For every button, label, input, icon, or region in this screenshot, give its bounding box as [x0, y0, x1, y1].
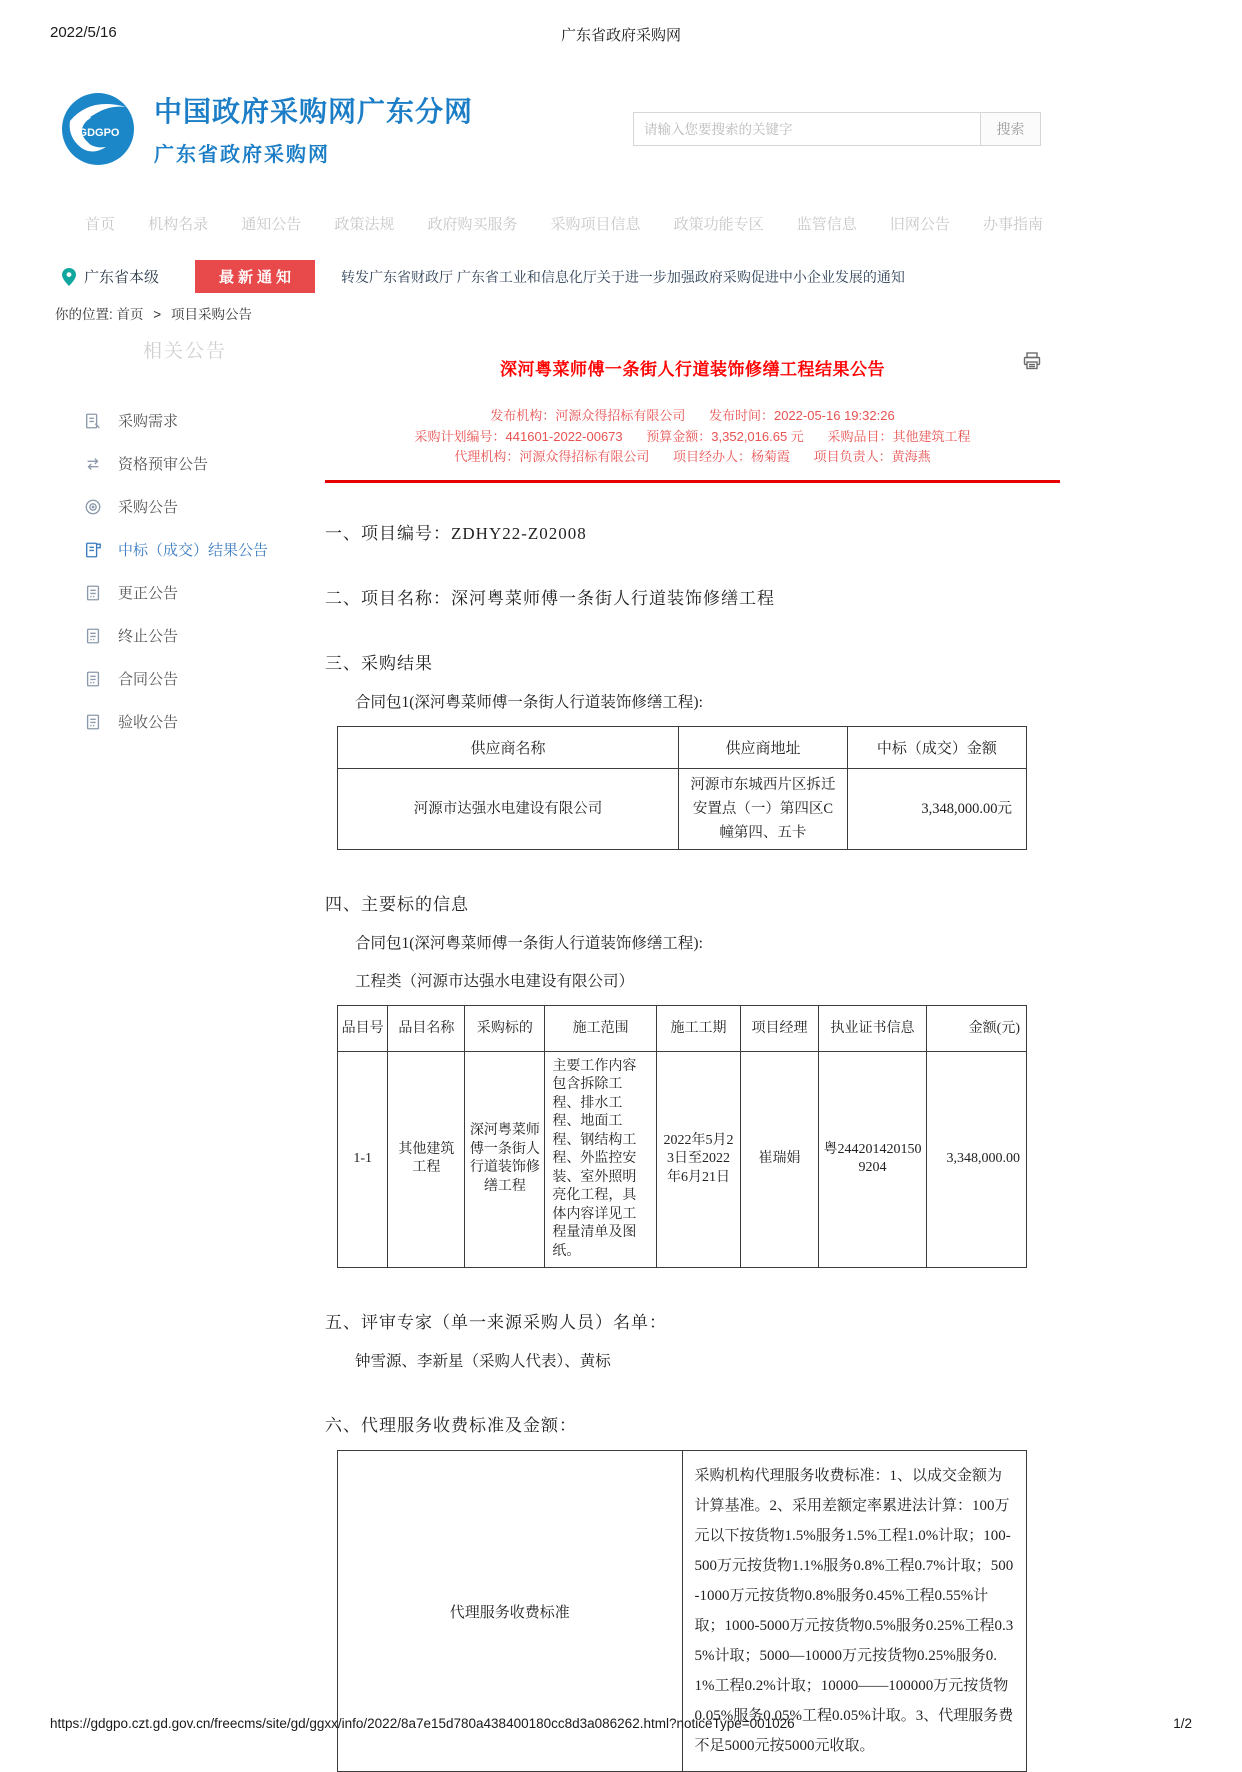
sidebar-item-procurement-requirements[interactable] [60, 399, 310, 442]
breadcrumb [55, 303, 252, 323]
sidebar-item-termination[interactable] [60, 614, 310, 657]
nav-item-home[interactable]: 首页 [85, 216, 116, 233]
search-input[interactable] [633, 112, 981, 146]
work-scope: 主要工作内容包含拆除工程、排水工程、地面工程、钢结构工程、外监控安装、室外照明亮化工程，具 体内容详见工程量清单及图纸。 [545, 1051, 657, 1268]
expert-names: 钟雪源、李新星（采购人代表）、黄标 [355, 1353, 611, 1370]
meta-label: 发布机构： [490, 408, 556, 423]
section-procurement-result: 三、采购结果 [325, 653, 433, 673]
supplier-address: 河源市东城西片区拆迁安置点（一）第四区C幢第四、五卡 [679, 768, 848, 849]
site-branding [60, 90, 473, 167]
sidebar-item-award-result[interactable] [60, 528, 310, 571]
sidebar-item-label: 合同公告 [118, 671, 179, 688]
amount: 3,348,000.00 [927, 1051, 1027, 1268]
work-period: 2022年5月23日至2022年6月21日 [656, 1051, 740, 1268]
article [325, 345, 1060, 1772]
article-meta [325, 406, 1060, 468]
col-supplier-name: 供应商名称 [338, 726, 679, 768]
col-item-no: 品目号 [338, 1005, 388, 1051]
meta-label: 代理机构： [454, 449, 520, 464]
item-name: 其他建筑工程 [388, 1051, 465, 1268]
meta-label: 项目负责人： [813, 449, 892, 464]
breadcrumb-label: 你的位置: [55, 307, 113, 322]
meta-label: 项目经办人： [672, 449, 751, 464]
nav-item-service-guide[interactable]: 办事指南 [982, 216, 1043, 233]
nav-item-policy-zone[interactable]: 政策功能专区 [673, 216, 764, 233]
document-icon [84, 670, 102, 688]
col-license-info: 执业证书信息 [818, 1005, 926, 1051]
works-category: 工程类（河源市达强水电建设有限公司） [355, 972, 635, 990]
sidebar-item-label: 验收公告 [118, 714, 179, 731]
sidebar-title: 相关公告 [142, 341, 227, 362]
nav-item-project-info[interactable]: 采购项目信息 [550, 216, 641, 233]
section-project-number: 一、项目编号：ZDHY22-Z02008 [325, 523, 587, 543]
col-item-name: 品目名称 [388, 1005, 465, 1051]
gdgpo-logo-icon [60, 91, 136, 167]
section-project-name: 二、项目名称：深河粤菜师傅一条街人行道装饰修缮工程 [325, 588, 775, 608]
sidebar-item-label: 更正公告 [118, 585, 179, 602]
print-date: 2022/5/16 [50, 24, 117, 41]
meta-row [325, 406, 1060, 427]
sidebar-item-prequalification[interactable] [60, 442, 310, 485]
nav-item-org-directory[interactable]: 机构名录 [148, 216, 209, 233]
notice-link[interactable]: 转发广东省财政厅 广东省工业和信息化厅关于进一步加强政府采购促进中小企业发展的通知 [341, 268, 905, 285]
meta-value: 其他建筑工程 [892, 428, 971, 444]
col-award-amount: 中标（成交）金额 [847, 726, 1026, 768]
table-header-row [338, 1005, 1027, 1051]
document-icon [84, 713, 102, 731]
bid-detail-table [337, 1005, 1027, 1269]
contract-package-1-repeat: 合同包1(深河粤菜师傅一条街人行道装饰修缮工程): [355, 934, 703, 952]
fee-standard-label: 代理服务收费标准 [338, 1451, 683, 1772]
article-title: 深河粤菜师傅一条街人行道装饰修缮工程结果公告 [500, 360, 885, 379]
search-button[interactable]: 搜索 [981, 112, 1041, 146]
section-experts: 五、评审专家（单一来源采购人员）名单： [325, 1313, 667, 1332]
nav-item-supervision[interactable]: 监管信息 [796, 216, 857, 233]
meta-value: 441601-2022-00673 [505, 428, 623, 444]
nav-item-policies[interactable]: 政策法规 [334, 216, 395, 233]
contract-package-1: 合同包1(深河粤菜师傅一条街人行道装饰修缮工程): [355, 693, 703, 711]
document-flag-icon [84, 541, 102, 559]
result-table [337, 726, 1027, 850]
sidebar-item-procurement-announcement[interactable] [60, 485, 310, 528]
document-pen-icon [84, 412, 102, 430]
document-icon [84, 584, 102, 602]
sidebar-item-label: 终止公告 [118, 628, 179, 645]
col-work-scope: 施工范围 [545, 1005, 657, 1051]
print-footer [50, 1716, 1192, 1731]
sidebar-item-label: 资格预审公告 [118, 456, 209, 473]
nav-item-old-site[interactable]: 旧网公告 [889, 216, 950, 233]
section-agency-fee: 六、代理服务收费标准及金额： [325, 1416, 577, 1435]
table-header-row [338, 726, 1027, 768]
target-icon [84, 498, 102, 516]
meta-value: 河源众得招标有限公司 [555, 408, 686, 423]
sidebar-item-acceptance[interactable] [60, 700, 310, 743]
section-main-bid-info: 四、主要标的信息 [325, 894, 469, 914]
col-subject: 采购标的 [465, 1005, 545, 1051]
breadcrumb-home[interactable]: 首页 [116, 307, 144, 322]
sidebar-item-label: 采购公告 [118, 499, 179, 516]
svg-text:GDGPO: GDGPO [78, 126, 120, 139]
print-url: https://gdgpo.czt.gd.gov.cn/freecms/site/gd/ggxx/info/2022/8a7e15d780a438400180cc8d3a086262.html?noticeType=001026 [50, 1716, 795, 1731]
meta-label: 采购品目： [827, 428, 893, 444]
meta-value: 杨菊霞 [751, 449, 791, 464]
fee-standard-text: 采购机构代理服务收费标准：1、以成交金额为计算基准。2、采用差额定率累进法计算：100万元以下按货物1.5%服务1.5%工程1.0%计取；100-500万元按货物1.1%服务0.8%工程0.7%计取；500-1000万元按货物0.8%服务0.45%工程0.55%计取；1000-5000万元按货物0.5%服务0.25%工程0.35%计取；5000—10000万元按货物0.25%服务0.1%工程0.2%计取；10000——100000万元按货物0.05%服务0.05%工程0.05%计取。3、代理服务费不足5000元按5000元收取。 [682, 1451, 1027, 1772]
swap-arrows-icon [84, 455, 102, 473]
meta-label: 预算金额： [646, 428, 712, 444]
region-label[interactable]: 广东省本级 [84, 269, 160, 286]
nav-item-notices[interactable]: 通知公告 [241, 216, 302, 233]
notice-bar [62, 260, 905, 293]
col-work-period: 施工工期 [656, 1005, 740, 1051]
meta-value: 2022-05-16 19:32:26 [773, 408, 895, 423]
meta-label: 采购计划编号： [414, 428, 506, 444]
main-nav [85, 213, 1043, 234]
print-page-number: 1/2 [1173, 1716, 1192, 1731]
location-pin-icon [62, 268, 76, 286]
latest-notice-badge: 最新通知 [195, 260, 315, 293]
sidebar-item-label: 中标（成交）结果公告 [118, 542, 269, 559]
col-supplier-address: 供应商地址 [679, 726, 848, 768]
meta-row [325, 427, 1060, 448]
search-bar [633, 112, 1041, 146]
sidebar-item-correction[interactable] [60, 571, 310, 614]
col-amount: 金额(元) [927, 1005, 1027, 1051]
breadcrumb-separator: > [153, 307, 162, 322]
sidebar-related-notices [60, 336, 310, 743]
meta-label: 发布时间： [708, 408, 774, 423]
col-project-manager: 项目经理 [741, 1005, 819, 1051]
meta-value: 3,352,016.65 元 [711, 428, 804, 444]
supplier-name: 河源市达强水电建设有限公司 [338, 768, 679, 849]
license-info: 粤2442014201509204 [818, 1051, 926, 1268]
sidebar-item-contract[interactable] [60, 657, 310, 700]
meta-value: 河源众得招标有限公司 [519, 449, 650, 464]
print-icon[interactable] [1022, 351, 1042, 371]
award-amount: 3,348,000.00元 [847, 768, 1026, 849]
document-icon [84, 627, 102, 645]
meta-row [325, 447, 1060, 468]
breadcrumb-current: 项目采购公告 [170, 307, 252, 322]
sidebar-item-label: 采购需求 [118, 413, 179, 430]
print-page-title: 广东省政府采购网 [560, 27, 681, 44]
subject: 深河粤菜师傅一条街人行道装饰修缮工程 [465, 1051, 545, 1268]
table-row [338, 1051, 1027, 1268]
project-manager: 崔瑞娟 [741, 1051, 819, 1268]
site-title: 中国政府采购网广东分网 [154, 96, 474, 127]
site-subtitle: 广东省政府采购网 [154, 144, 330, 166]
item-no: 1-1 [338, 1051, 388, 1268]
meta-value: 黄海燕 [891, 449, 931, 464]
red-divider [325, 480, 1060, 483]
nav-item-gov-purchase-service[interactable]: 政府购买服务 [427, 216, 518, 233]
table-row [338, 768, 1027, 849]
